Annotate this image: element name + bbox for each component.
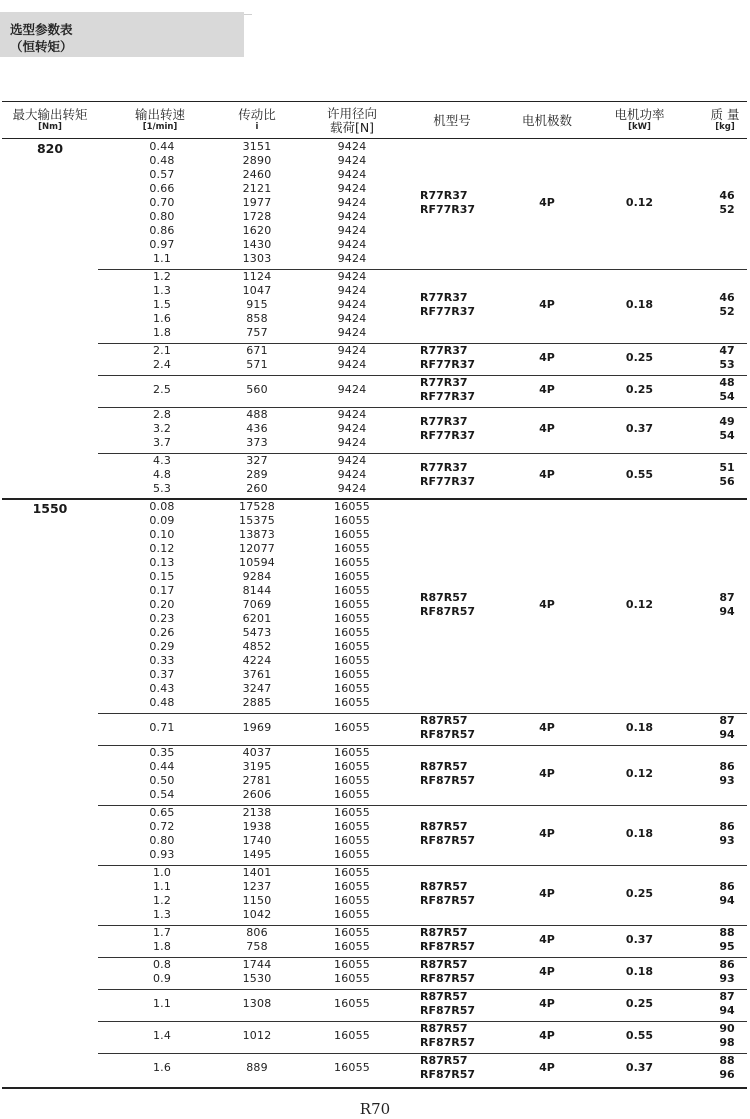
max-torque-value: 820 [36,141,64,156]
motor-poles-cell: 4P [539,1029,555,1042]
output-speed-cell: 4.8 [152,468,172,481]
output-speed-cell: 0.35 [149,746,175,759]
header-model: 机型号 [433,113,471,128]
radial-load-cell: 9424 [337,270,367,283]
ratio-cell: 560 [246,383,268,396]
output-speed-cell: 0.29 [149,640,175,653]
model-number-cell: R87R57 RF87R57 [420,591,476,618]
ratio-cell: 1530 [242,972,272,985]
model-number-cell: R87R57 RF87R57 [420,820,476,847]
table-header [2,101,747,139]
output-speed-cell: 0.50 [149,774,175,787]
output-speed-cell: 1.7 [152,926,172,939]
model-number-cell: R87R57 RF87R57 [420,1054,476,1081]
mass-cell: 87 94 [719,990,735,1017]
radial-load-cell: 9424 [337,182,367,195]
ratio-cell: 1047 [242,284,272,297]
output-speed-cell: 1.8 [152,326,172,339]
output-speed-cell: 0.66 [149,182,175,195]
radial-load-cell: 9424 [337,408,367,421]
ratio-cell: 15375 [239,514,275,527]
radial-load-cell: 16055 [334,760,370,773]
ratio-cell: 488 [246,408,268,421]
header-power: 电机功率 [kW] [614,107,665,132]
output-speed-cell: 0.72 [149,820,175,833]
radial-load-cell: 9424 [337,224,367,237]
output-speed-cell: 1.1 [152,880,172,893]
ratio-cell: 571 [246,358,268,371]
radial-load-cell: 9424 [337,383,367,396]
radial-load-cell: 16055 [334,972,370,985]
motor-power-cell: 0.12 [625,767,654,780]
radial-load-cell: 16055 [334,997,370,1010]
radial-load-cell: 9424 [337,312,367,325]
ratio-cell: 1012 [242,1029,272,1042]
radial-load-cell: 9424 [337,482,367,495]
radial-load-cell: 16055 [334,640,370,653]
motor-poles-cell: 4P [539,468,555,481]
motor-power-cell: 0.18 [625,298,654,311]
output-speed-cell: 0.10 [149,528,175,541]
output-speed-cell: 2.4 [152,358,172,371]
ratio-cell: 1740 [242,834,272,847]
radial-load-cell: 16055 [334,866,370,879]
header-mass: 质 量 [kg] [710,107,740,132]
mass-cell: 48 54 [719,376,735,403]
output-speed-cell: 5.3 [152,482,172,495]
radial-load-cell: 16055 [334,1029,370,1042]
output-speed-cell: 0.65 [149,806,175,819]
output-speed-cell: 0.57 [149,168,175,181]
output-speed-cell: 0.37 [149,668,175,681]
radial-load-cell: 16055 [334,834,370,847]
output-speed-cell: 0.15 [149,570,175,583]
header-speed: 输出转速 [1/min] [134,107,185,132]
ratio-cell: 1124 [242,270,272,283]
ratio-cell: 289 [246,468,268,481]
output-speed-cell: 0.09 [149,514,175,527]
ratio-cell: 1969 [242,721,272,734]
radial-load-cell: 16055 [334,584,370,597]
header-ratio: 传动比 i [238,107,276,132]
radial-load-cell: 9424 [337,196,367,209]
ratio-cell: 260 [246,482,268,495]
radial-load-cell: 16055 [334,626,370,639]
motor-poles-cell: 4P [539,196,555,209]
mass-cell: 88 95 [719,926,735,953]
ratio-cell: 1620 [242,224,272,237]
motor-power-cell: 0.37 [625,933,654,946]
motor-poles-cell: 4P [539,1061,555,1074]
output-speed-cell: 1.2 [152,270,172,283]
mass-cell: 88 96 [719,1054,735,1081]
output-speed-cell: 1.2 [152,894,172,907]
output-speed-cell: 0.08 [149,500,175,513]
motor-poles-cell: 4P [539,383,555,396]
output-speed-cell: 0.44 [149,140,175,153]
output-speed-cell: 2.5 [152,383,172,396]
ratio-cell: 1303 [242,252,272,265]
output-speed-cell: 0.8 [152,958,172,971]
radial-load-cell: 9424 [337,358,367,371]
output-speed-cell: 0.26 [149,626,175,639]
radial-load-cell: 9424 [337,344,367,357]
mass-cell: 47 53 [719,344,735,371]
radial-load-cell: 9424 [337,454,367,467]
output-speed-cell: 0.48 [149,696,175,709]
ratio-cell: 758 [246,940,268,953]
output-speed-cell: 0.13 [149,556,175,569]
ratio-cell: 4852 [242,640,272,653]
output-speed-cell: 1.6 [152,1061,172,1074]
motor-poles-cell: 4P [539,827,555,840]
motor-power-cell: 0.12 [625,598,654,611]
radial-load-cell: 16055 [334,514,370,527]
radial-load-cell: 16055 [334,721,370,734]
motor-power-cell: 0.37 [625,1061,654,1074]
ratio-cell: 5473 [242,626,272,639]
radial-load-cell: 9424 [337,210,367,223]
radial-load-cell: 16055 [334,926,370,939]
ratio-cell: 17528 [239,500,275,513]
output-speed-cell: 4.3 [152,454,172,467]
ratio-cell: 2890 [242,154,272,167]
output-speed-cell: 1.3 [152,284,172,297]
motor-power-cell: 0.18 [625,965,654,978]
motor-power-cell: 0.25 [625,383,654,396]
output-speed-cell: 1.1 [152,252,172,265]
output-speed-cell: 1.1 [152,997,172,1010]
ratio-cell: 1401 [242,866,272,879]
radial-load-cell: 16055 [334,654,370,667]
radial-load-cell: 9424 [337,422,367,435]
ratio-cell: 2138 [242,806,272,819]
ratio-cell: 1977 [242,196,272,209]
radial-load-cell: 9424 [337,468,367,481]
output-speed-cell: 0.20 [149,598,175,611]
ratio-cell: 3761 [242,668,272,681]
output-speed-cell: 2.8 [152,408,172,421]
motor-power-cell: 0.37 [625,422,654,435]
page-subtitle: （恒转矩） [10,39,73,54]
output-speed-cell: 0.44 [149,760,175,773]
ratio-cell: 757 [246,326,268,339]
output-speed-cell: 0.48 [149,154,175,167]
output-speed-cell: 1.4 [152,1029,172,1042]
title-rule [244,14,252,15]
radial-load-cell: 9424 [337,168,367,181]
radial-load-cell: 16055 [334,556,370,569]
ratio-cell: 1237 [242,880,272,893]
table-bottom-rule [2,1087,747,1089]
ratio-cell: 1495 [242,848,272,861]
radial-load-cell: 9424 [337,298,367,311]
output-speed-cell: 1.5 [152,298,172,311]
radial-load-cell: 16055 [334,500,370,513]
mass-cell: 86 93 [719,760,735,787]
motor-poles-cell: 4P [539,298,555,311]
radial-load-cell: 16055 [334,528,370,541]
output-speed-cell: 1.6 [152,312,172,325]
output-speed-cell: 1.3 [152,908,172,921]
motor-power-cell: 0.25 [625,351,654,364]
ratio-cell: 3247 [242,682,272,695]
max-torque-value: 1550 [32,501,68,516]
ratio-cell: 12077 [239,542,275,555]
ratio-cell: 327 [246,454,268,467]
radial-load-cell: 16055 [334,542,370,555]
model-number-cell: R77R37 RF77R37 [420,376,476,403]
motor-poles-cell: 4P [539,887,555,900]
mass-cell: 49 54 [719,415,735,442]
ratio-cell: 436 [246,422,268,435]
header-poles: 电机极数 [521,113,572,128]
model-number-cell: R87R57 RF87R57 [420,714,476,741]
motor-poles-cell: 4P [539,422,555,435]
radial-load-cell: 16055 [334,746,370,759]
output-speed-cell: 0.70 [149,196,175,209]
radial-load-cell: 16055 [334,612,370,625]
output-speed-cell: 1.8 [152,940,172,953]
radial-load-cell: 16055 [334,570,370,583]
ratio-cell: 2885 [242,696,272,709]
ratio-cell: 2606 [242,788,272,801]
ratio-cell: 1744 [242,958,272,971]
motor-power-cell: 0.55 [625,1029,654,1042]
model-number-cell: R77R37 RF77R37 [420,461,476,488]
ratio-cell: 4224 [242,654,272,667]
ratio-cell: 2460 [242,168,272,181]
output-speed-cell: 0.12 [149,542,175,555]
radial-load-cell: 16055 [334,894,370,907]
page-number: R70 [359,1100,391,1118]
model-number-cell: R87R57 RF87R57 [420,880,476,907]
radial-load-cell: 9424 [337,238,367,251]
model-number-cell: R87R57 RF87R57 [420,1022,476,1049]
ratio-cell: 915 [246,298,268,311]
ratio-cell: 1150 [242,894,272,907]
model-number-cell: R87R57 RF87R57 [420,926,476,953]
mass-cell: 87 94 [719,714,735,741]
ratio-cell: 10594 [239,556,275,569]
motor-power-cell: 0.25 [625,887,654,900]
motor-poles-cell: 4P [539,721,555,734]
motor-poles-cell: 4P [539,933,555,946]
mass-cell: 86 93 [719,820,735,847]
motor-power-cell: 0.25 [625,997,654,1010]
radial-load-cell: 16055 [334,880,370,893]
ratio-cell: 1728 [242,210,272,223]
radial-load-cell: 9424 [337,154,367,167]
output-speed-cell: 0.80 [149,210,175,223]
ratio-cell: 373 [246,436,268,449]
ratio-cell: 9284 [242,570,272,583]
radial-load-cell: 16055 [334,848,370,861]
radial-load-cell: 16055 [334,774,370,787]
ratio-cell: 1938 [242,820,272,833]
model-number-cell: R77R37 RF77R37 [420,291,476,318]
ratio-cell: 1042 [242,908,272,921]
radial-load-cell: 9424 [337,140,367,153]
radial-load-cell: 9424 [337,436,367,449]
radial-load-cell: 9424 [337,326,367,339]
ratio-cell: 806 [246,926,268,939]
ratio-cell: 889 [246,1061,268,1074]
model-number-cell: R77R37 RF77R37 [420,189,476,216]
radial-load-cell: 16055 [334,958,370,971]
output-speed-cell: 1.0 [152,866,172,879]
ratio-cell: 6201 [242,612,272,625]
motor-power-cell: 0.18 [625,827,654,840]
output-speed-cell: 3.2 [152,422,172,435]
motor-power-cell: 0.18 [625,721,654,734]
radial-load-cell: 16055 [334,682,370,695]
radial-load-cell: 9424 [337,284,367,297]
ratio-cell: 2781 [242,774,272,787]
mass-cell: 51 56 [719,461,735,488]
header-load: 许用径向 载荷[N] [326,106,377,135]
output-speed-cell: 0.54 [149,788,175,801]
output-speed-cell: 0.80 [149,834,175,847]
radial-load-cell: 16055 [334,696,370,709]
radial-load-cell: 9424 [337,252,367,265]
model-number-cell: R77R37 RF77R37 [420,415,476,442]
radial-load-cell: 16055 [334,820,370,833]
radial-load-cell: 16055 [334,788,370,801]
header-torque: 最大输出转矩 [Nm] [12,107,88,132]
ratio-cell: 3195 [242,760,272,773]
output-speed-cell: 0.23 [149,612,175,625]
output-speed-cell: 0.9 [152,972,172,985]
mass-cell: 86 94 [719,880,735,907]
motor-poles-cell: 4P [539,351,555,364]
motor-poles-cell: 4P [539,965,555,978]
output-speed-cell: 0.86 [149,224,175,237]
model-number-cell: R77R37 RF77R37 [420,344,476,371]
radial-load-cell: 16055 [334,806,370,819]
output-speed-cell: 0.93 [149,848,175,861]
ratio-cell: 1430 [242,238,272,251]
mass-cell: 86 93 [719,958,735,985]
title-box [0,12,244,57]
mass-cell: 46 52 [719,189,735,216]
radial-load-cell: 16055 [334,908,370,921]
mass-cell: 90 98 [719,1022,735,1049]
radial-load-cell: 16055 [334,1061,370,1074]
motor-power-cell: 0.12 [625,196,654,209]
output-speed-cell: 0.17 [149,584,175,597]
ratio-cell: 2121 [242,182,272,195]
ratio-cell: 4037 [242,746,272,759]
radial-load-cell: 16055 [334,598,370,611]
motor-power-cell: 0.55 [625,468,654,481]
ratio-cell: 671 [246,344,268,357]
output-speed-cell: 3.7 [152,436,172,449]
ratio-cell: 13873 [239,528,275,541]
output-speed-cell: 0.97 [149,238,175,251]
mass-cell: 87 94 [719,591,735,618]
model-number-cell: R87R57 RF87R57 [420,990,476,1017]
ratio-cell: 1308 [242,997,272,1010]
output-speed-cell: 2.1 [152,344,172,357]
mass-cell: 46 52 [719,291,735,318]
output-speed-cell: 0.43 [149,682,175,695]
output-speed-cell: 0.33 [149,654,175,667]
motor-poles-cell: 4P [539,767,555,780]
motor-poles-cell: 4P [539,997,555,1010]
page-title: 选型参数表 [10,22,73,37]
model-number-cell: R87R57 RF87R57 [420,958,476,985]
model-number-cell: R87R57 RF87R57 [420,760,476,787]
motor-poles-cell: 4P [539,598,555,611]
ratio-cell: 3151 [242,140,272,153]
output-speed-cell: 0.71 [149,721,175,734]
ratio-cell: 7069 [242,598,272,611]
ratio-cell: 8144 [242,584,272,597]
radial-load-cell: 16055 [334,668,370,681]
radial-load-cell: 16055 [334,940,370,953]
ratio-cell: 858 [246,312,268,325]
